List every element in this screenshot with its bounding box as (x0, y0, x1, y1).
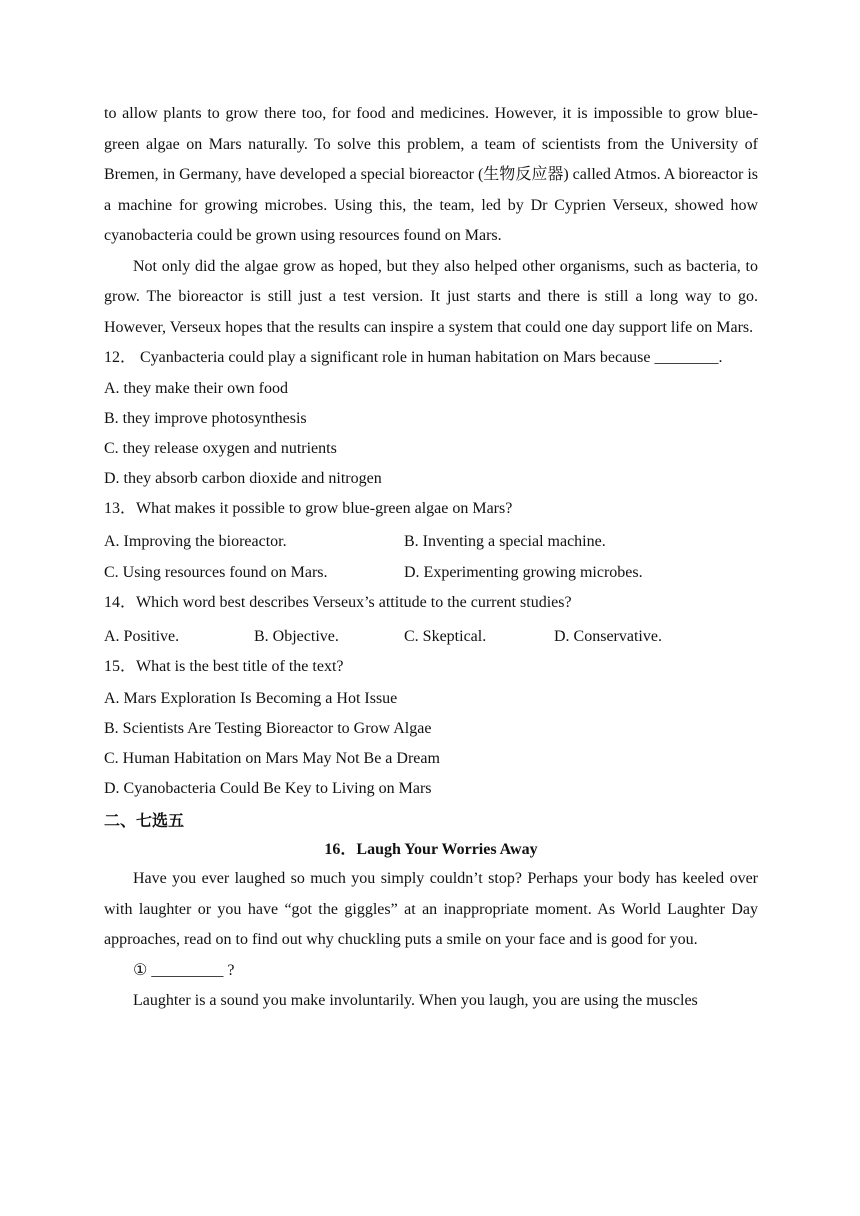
question-12-option-a: A. they make their own food (104, 379, 288, 397)
section2-paragraph-1: Have you ever laughed so much you simply couldn’t stop? Perhaps your body has keeled over with laughter or you have “got the giggles” at an inappropriate moment. As World Laughter Day approaches, read on to find out why chuckling puts a smile on your face and is good for you. (104, 870, 758, 948)
question-15-option-d: D. Cyanobacteria Could Be Key to Living on Mars (104, 780, 432, 797)
question-14-option-b: B. Objective. (254, 627, 339, 645)
question-13-options-row-2 (104, 557, 758, 588)
passage-title: 16．Laugh Your Worries Away (324, 841, 538, 858)
question-15-option-c: C. Human Habitation on Mars May Not Be a Dream (104, 750, 440, 767)
question-12-option-c: C. they release oxygen and nutrients (104, 439, 337, 457)
question-14-option-d: D. Conservative. (554, 627, 662, 645)
question-13-options-row-1 (104, 526, 758, 557)
question-15-stem: 15．What is the best title of the text? (104, 657, 344, 675)
question-13-option-d: D. Experimenting growing microbes. (404, 564, 643, 581)
question-12-option-d: D. they absorb carbon dioxide and nitrogen (104, 469, 382, 487)
question-12-option-b: B. they improve photosynthesis (104, 409, 307, 427)
question-13-stem: 13．What makes it possible to grow blue-green algae on Mars? (104, 499, 513, 517)
passage-paragraph-1: to allow plants to grow there too, for food and medicines. However, it is impossible to grow blue-green algae on Mars naturally. To solve this problem, a team of scientists from the University of Bremen, in Germany, have developed a special bioreactor (生物反应器) called Atmos. A bioreactor is a machine for growing microbes. Using this, the team, led by Dr Cyprien Verseux, showed how cyanobacteria could be grown using resources found on Mars. (104, 105, 758, 244)
document-page (104, 99, 758, 1017)
blank-1: ① _________ ? (133, 961, 235, 979)
question-14-stem: 14．Which word best describes Verseux’s attitude to the current studies? (104, 594, 572, 611)
question-15-option-a: A. Mars Exploration Is Becoming a Hot Issue (104, 690, 398, 707)
section2-paragraph-2: Laughter is a sound you make involuntarily. When you laugh, you are using the muscles (133, 992, 698, 1009)
question-13-option-b: B. Inventing a special machine. (404, 533, 606, 550)
question-14-options-row (104, 621, 758, 652)
question-13-option-c: C. Using resources found on Mars. (104, 564, 328, 581)
question-12-stem: 12． Cyanbacteria could play a significant role in human habitation on Mars because ________. (104, 349, 723, 366)
section-heading: 二、七选五 (104, 811, 185, 830)
passage-paragraph-2: Not only did the algae grow as hoped, but they also helped other organisms, such as bacteria, to grow. The bioreactor is still just a test version. It just starts and there is still a long way to go. However, Verseux hopes that the results can inspire a system that could one day support life on Mars. (104, 257, 758, 336)
question-15-option-b: B. Scientists Are Testing Bioreactor to Grow Algae (104, 720, 432, 737)
question-13-option-a: A. Improving the bioreactor. (104, 533, 287, 550)
question-14-option-c: C. Skeptical. (404, 627, 487, 645)
question-14-option-a: A. Positive. (104, 627, 180, 645)
